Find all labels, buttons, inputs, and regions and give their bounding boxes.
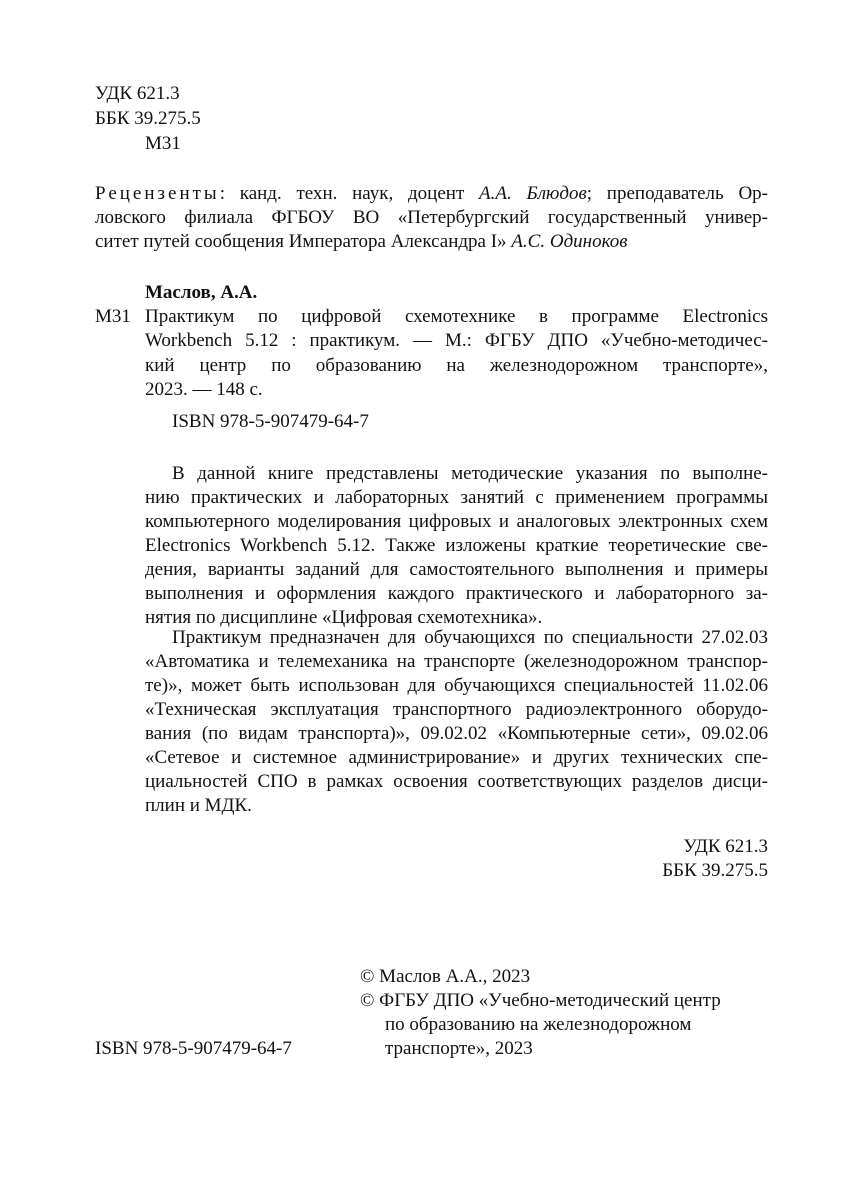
bib-line-3: кий центр по образованию на железнодорожном транспорте», xyxy=(145,355,768,376)
bbk-code-bottom: ББК 39.275.5 xyxy=(662,860,768,881)
annotation-p2-line: «Сетевое и системное администрирование» и других технических спе- xyxy=(145,747,768,768)
annotation-p1-line: дения, варианты заданий для самостоятельного выполнения и примеры xyxy=(145,559,768,580)
isbn-bottom: ISBN 978-5-907479-64-7 xyxy=(95,1038,292,1059)
reviewer-name-2: А.С. Одиноков xyxy=(511,231,628,252)
bib-line-2: Workbench 5.12 : практикум. — М.: ФГБУ ДПО «Учебно-методичес- xyxy=(145,330,768,351)
annotation-p1-line: нятия по дисциплине «Цифровая схемотехника». xyxy=(145,607,543,628)
udk-code-bottom: УДК 621.3 xyxy=(683,836,768,857)
bbk-code: ББК 39.275.5 xyxy=(95,108,201,129)
annotation-p2-line: «Техническая эксплуатация транспортного радиоэлектронного оборудо- xyxy=(145,699,768,720)
annotation-p2-line: плин и МДК. xyxy=(145,795,252,816)
reviewers-line-1: Рецензенты: канд. техн. наук, доцент А.А. Блюдов; преподаватель Ор- xyxy=(95,183,768,204)
author-mark: М31 xyxy=(145,133,181,154)
annotation-p2-line: те)», может быть использован для обучающихся специальностей 11.02.06 xyxy=(145,675,768,696)
annotation-p1-line: нию практических и лабораторных занятий с применением программы xyxy=(145,487,768,508)
annotation-p1-line: Electronics Workbench 5.12. Также изложены краткие теоретические све- xyxy=(145,535,768,556)
reviewers-line-2: ловского филиала ФГБОУ ВО «Петербургский государственный универ- xyxy=(95,207,768,228)
copyright-line-1: © Маслов А.А., 2023 xyxy=(360,966,531,987)
bib-isbn: ISBN 978-5-907479-64-7 xyxy=(172,411,369,432)
bib-line-4: 2023. — 148 с. xyxy=(145,379,263,400)
annotation-p1-line: компьютерного моделирования цифровых и аналоговых электронных схем xyxy=(145,511,768,532)
copyright-line-2: © ФГБУ ДПО «Учебно-методический центр xyxy=(360,990,721,1011)
bib-mark: М31 xyxy=(95,306,131,327)
reviewers-line-3: ситет путей сообщения Императора Александра I» А.С. Одиноков xyxy=(95,231,628,252)
reviewers-label: Рецензенты xyxy=(95,183,220,204)
copyright-line-4: транспорте», 2023 xyxy=(385,1038,533,1059)
bib-line-1: Практикум по цифровой схемотехнике в программе Electronics xyxy=(145,306,768,327)
bib-author: Маслов, А.А. xyxy=(145,282,258,303)
annotation-p2-line: Практикум предназначен для обучающихся по специальности 27.02.03 xyxy=(172,627,768,648)
annotation-p2-line: вания (по видам транспорта)», 09.02.02 «Компьютерные сети», 09.02.06 xyxy=(145,723,768,744)
annotation-p2-line: циальностей СПО в рамках освоения соответствующих разделов дисци- xyxy=(145,771,768,792)
reviewer-name-1: А.А. Блюдов xyxy=(479,183,587,204)
annotation-p1-line: В данной книге представлены методические указания по выполне- xyxy=(172,463,768,484)
copyright-line-3: по образованию на железнодорожном xyxy=(385,1014,692,1035)
annotation-p2-line: «Автоматика и телемеханика на транспорте (железнодорожном транспор- xyxy=(145,651,768,672)
udk-code: УДК 621.3 xyxy=(95,83,180,104)
annotation-p1-line: выполнения и оформления каждого практического и лабораторного за- xyxy=(145,583,768,604)
